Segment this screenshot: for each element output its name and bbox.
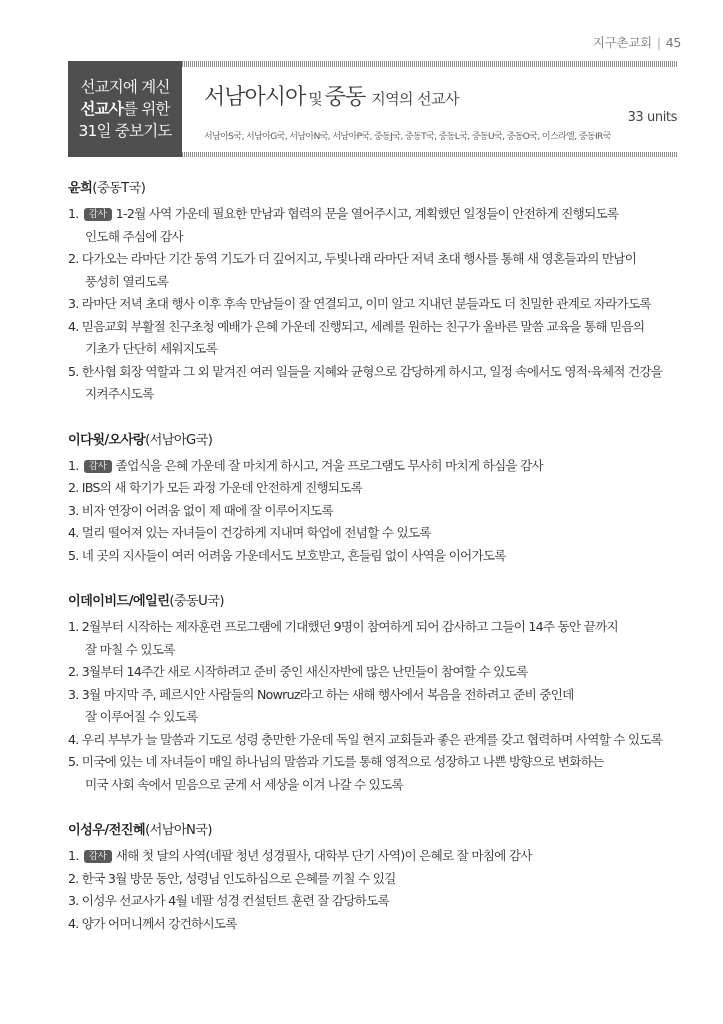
- title-rest: 지역의 선교사: [371, 90, 459, 108]
- item-text-continued: 잘 이루어질 수 있도록: [85, 709, 198, 724]
- missionary-name: [68, 430, 678, 451]
- prayer-item: [68, 203, 678, 248]
- prayer-item: [68, 455, 678, 478]
- prayer-item: [68, 248, 678, 293]
- item-number: 3.: [68, 502, 79, 518]
- item-number: 5.: [68, 363, 79, 379]
- item-number: 4.: [68, 525, 79, 540]
- page-title: [204, 80, 677, 111]
- prayer-item: [68, 545, 678, 568]
- missionary-name-text: 이데이비드/에일린: [68, 594, 170, 609]
- prayer-item: [68, 751, 678, 796]
- item-number: 1.: [68, 619, 79, 634]
- item-number: 4.: [68, 731, 79, 747]
- prayer-item: [68, 729, 678, 752]
- item-number: 5.: [68, 754, 79, 769]
- item-text: 3월 마지막 주, 페르시안 사람들의 Nowruz라고 하는 새해 행사에서 복음을 전하려고 준비 중인데: [81, 686, 574, 702]
- title-conjunction: 및: [308, 90, 322, 108]
- missionary-name-text: 이성우/전진혜: [68, 823, 146, 838]
- thanks-badge: 감사: [84, 850, 112, 863]
- item-text: 졸업식을 은혜 가운데 잘 마치게 하시고, 겨울 프로그램도 무사히 마치게 하심을 감사: [115, 457, 543, 473]
- prayer-item: [68, 845, 678, 868]
- item-text: 멀리 떨어져 있는 자녀들이 건강하게 지내며 학업에 전념할 수 있도록: [81, 525, 431, 540]
- prayer-item: [68, 316, 678, 361]
- item-text: 양가 어머니께서 강건하시도록: [81, 915, 237, 931]
- series-line-2: [80, 98, 169, 120]
- item-text-continued: 지켜주시도록: [85, 386, 154, 401]
- church-name: 지구촌교회: [592, 35, 652, 50]
- missionary-region: (서남아G국): [145, 432, 213, 448]
- series-box: [68, 61, 182, 157]
- header-divider: |: [656, 35, 661, 50]
- item-number: 1.: [68, 206, 79, 221]
- item-number: 3.: [68, 296, 79, 311]
- item-number: 2.: [68, 480, 79, 495]
- item-text: 2월부터 시작하는 제자훈련 프로그램에 기대했던 9명이 참여하게 되어 감사하고 그들이 14주 동안 끝까지: [81, 619, 618, 634]
- item-number: 2.: [68, 251, 79, 266]
- item-number: 3.: [68, 686, 79, 702]
- missionary-name: [68, 820, 678, 841]
- prayer-item: [68, 616, 678, 661]
- title-region-a: 서남아시아: [204, 85, 306, 110]
- prayer-item: [68, 477, 678, 500]
- missionary-name: [68, 591, 678, 612]
- prayer-item: [68, 500, 678, 523]
- item-text: 믿음교회 부활절 친구초청 예배가 은혜 가운데 진행되고, 세례를 원하는 친구가 올바른 말씀 교육을 통해 믿음의: [81, 318, 645, 334]
- item-text: 네 곳의 지사들이 여러 어려움 가운데서도 보호받고, 흔들림 없이 사역을 이어가도록: [81, 547, 506, 563]
- item-text: IBS의 새 학기가 모든 과정 가운데 안전하게 진행되도록: [81, 480, 363, 495]
- item-number: 2.: [68, 870, 79, 886]
- item-number: 2.: [68, 664, 79, 679]
- series-line-2-bold: 선교사: [80, 100, 123, 118]
- item-text: 미국에 있는 네 자녀들이 매일 하나님의 말씀과 기도를 통해 영적으로 성장하고 나쁜 방향으로 변화하는: [81, 754, 604, 769]
- item-text: 비자 연장이 어려움 없이 제 때에 잘 이루어지도록: [81, 502, 333, 518]
- item-number: 3.: [68, 893, 79, 908]
- section-header: [68, 61, 677, 157]
- item-text: 이성우 선교사가 4월 네팔 성경 컨설턴트 훈련 잘 감당하도록: [81, 893, 390, 908]
- item-text: 한국 3월 방문 동안, 성령님 인도하심으로 은혜를 끼칠 수 있길: [81, 870, 396, 886]
- header-title-area: [204, 80, 677, 125]
- title-region-b: 중동: [324, 85, 366, 110]
- item-text-continued: 풍성히 열리도록: [85, 273, 169, 289]
- missionary-name-text: 이다윗/오사랑: [68, 432, 146, 448]
- thanks-badge: 감사: [84, 460, 112, 473]
- hatch-rule-top: [182, 61, 677, 67]
- series-line-2-rest: 를 위한: [122, 100, 170, 118]
- missionary-section: [68, 591, 678, 796]
- prayer-item: [68, 522, 678, 545]
- missionary-section: [68, 430, 678, 568]
- prayer-list: [68, 178, 678, 959]
- missionary-region: (중동T국): [92, 181, 146, 196]
- hatch-rule-bottom: [182, 152, 677, 157]
- item-text: 3월부터 14주간 새로 시작하려고 준비 중인 새신자반에 많은 난민들이 참여할 수 있도록: [81, 664, 528, 679]
- item-text: 라마단 저녁 초대 행사 이후 후속 만남들이 잘 연결되고, 이미 알고 지내던 분들과도 더 친밀한 관계로 자라가도록: [81, 296, 651, 311]
- thanks-badge: 감사: [84, 208, 112, 221]
- missionary-section: [68, 178, 678, 406]
- missionary-region: (서남아N국): [145, 823, 212, 838]
- units-count: 33 units: [627, 110, 677, 125]
- prayer-item: [68, 361, 678, 406]
- item-number: 5.: [68, 547, 79, 563]
- country-list: 서남아S국, 서남아G국, 서남아N국, 서남아P국, 중동J국, 중동T국, 중동L국, 중동U국, 중동O국, 이스라엘, 중동IR국: [204, 132, 611, 142]
- missionary-region: (중동U국): [169, 594, 224, 609]
- series-line-1: 선교지에 계신: [80, 78, 170, 96]
- missionary-name-text: 윤희: [68, 181, 93, 196]
- prayer-item: [68, 913, 678, 936]
- item-text-continued: 잘 마칠 수 있도록: [85, 641, 175, 657]
- page-number: 45: [665, 35, 681, 50]
- item-number: 1.: [68, 457, 79, 473]
- item-text-continued: 기초가 단단히 세워지도록: [85, 341, 218, 356]
- item-text: 우리 부부가 늘 말씀과 기도로 성령 충만한 가운데 독일 현지 교회들과 좋은 관계를 갖고 협력하며 사역할 수 있도록: [81, 731, 663, 747]
- series-line-3: 31일 중보기도: [78, 122, 172, 140]
- item-number: 4.: [68, 915, 79, 931]
- item-text: 다가오는 라마단 기간 동역 기도가 더 깊어지고, 두빛나래 라마단 저녁 초대 행사를 통해 새 영혼들과의 만남이: [81, 251, 637, 266]
- prayer-item: [68, 293, 678, 316]
- item-text: 새해 첫 달의 사역(네팔 청년 성경필사, 대학부 단기 사역)이 은혜로 잘 마침에 감사: [115, 848, 532, 863]
- item-number: 4.: [68, 318, 79, 334]
- prayer-item: [68, 890, 678, 913]
- item-text-continued: 인도해 주심에 감사: [85, 228, 183, 244]
- missionary-name: [68, 178, 678, 199]
- prayer-item: [68, 684, 678, 729]
- prayer-item: [68, 661, 678, 684]
- item-text: 1-2월 사역 가운데 필요한 만남과 협력의 문을 열어주시고, 계획했던 일정들이 안전하게 진행되도록: [115, 206, 619, 221]
- missionary-section: [68, 820, 678, 935]
- item-text: 한사협 회장 역할과 그 외 맡겨진 여러 일들을 지혜와 균형으로 감당하게 하시고, 일정 속에서도 영적·육체적 건강을: [81, 363, 663, 379]
- prayer-item: [68, 868, 678, 891]
- running-head: [593, 33, 681, 51]
- item-text-continued: 미국 사회 속에서 믿음으로 굳게 서 세상을 이겨 나갈 수 있도록: [85, 776, 403, 792]
- item-number: 1.: [68, 848, 79, 863]
